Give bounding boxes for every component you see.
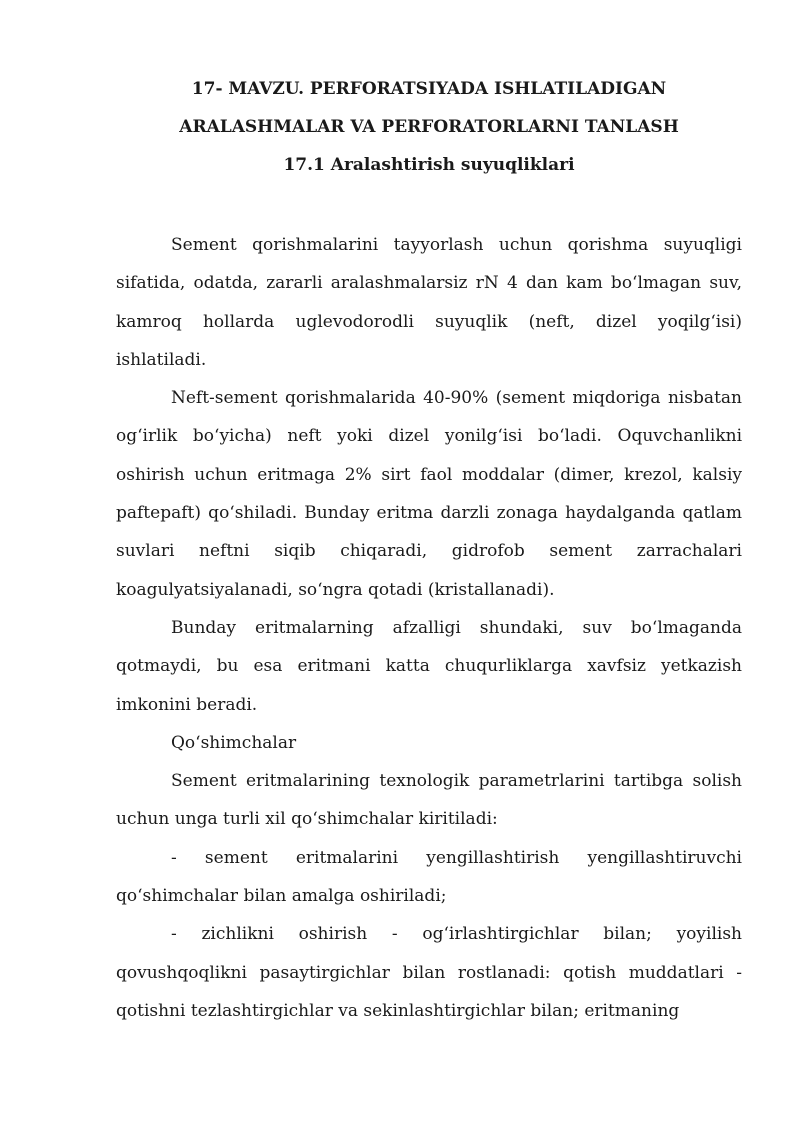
paragraph-additives-intro: Sement eritmalarining texnologik parametrlarini tartibga solish uchun unga turli xil qo‘shimchalar kiritiladi: <box>116 771 742 830</box>
chapter-title-line-1: 17- MAVZU. PERFORATSIYADA ISHLATILADIGAN <box>191 79 667 99</box>
paragraph-advantage: Bunday eritmalarning afzalligi shundaki, suv bo‘lmaganda qotmaydi, bu esa eritmani katta chuqurliklarga xavfsiz yetkazish imkonini beradi. <box>116 617 742 715</box>
paragraph-intro: Sement qorishmalarini tayyorlash uchun qorishma suyuqligi sifatida, odatda, zararli aralashmalarsiz rN 4 dan kam bo‘lmagan suv, kamroq hollarda uglevodorodli suyuqlik (neft, dizel yoqilg‘isi) ishlatiladi. <box>116 235 742 370</box>
chapter-title-line-2: ARALASHMALAR VA PERFORATORLARNI TANLASH <box>179 117 679 137</box>
list-item-density: - zichlikni oshirish - og‘irlashtirgichlar bilan; yoyilish qovushqoqlikni pasaytirgichlar bilan rostlanadi: qotish muddatlari - qotishni tezlashtirgichlar va sekinlashtirgichlar bilan; eritmaning <box>116 924 742 1021</box>
paragraph-oil-cement: Neft-sement qorishmalarida 40-90% (sement miqdoriga nisbatan og‘irlik bo‘yicha) neft yoki dizel yonilg‘isi bo‘ladi. Oquvchanlikni oshirish uchun eritmaga 2% sirt faol moddalar (dimer, krezol, kalsiy paftepaft) qo‘shiladi. Bunday eritma darzli zonaga haydalganda qatlam suvlari neftni siqib chiqaradi, gidrofob sement zarrachalari koagulyatsiyalanadi, so‘ngra qotadi (kristallanadi). <box>116 388 742 600</box>
list-item-lightening: - sement eritmalarini yengillashtirish yengillashtiruvchi qo‘shimchalar bilan amalga oshiriladi; <box>116 847 742 907</box>
body-text <box>116 226 742 1030</box>
title-block <box>116 70 742 184</box>
paragraph-additives-heading: Qo‘shimchalar <box>171 732 297 753</box>
section-subheading: 17.1 Aralashtirish suyuqliklari <box>283 155 575 175</box>
